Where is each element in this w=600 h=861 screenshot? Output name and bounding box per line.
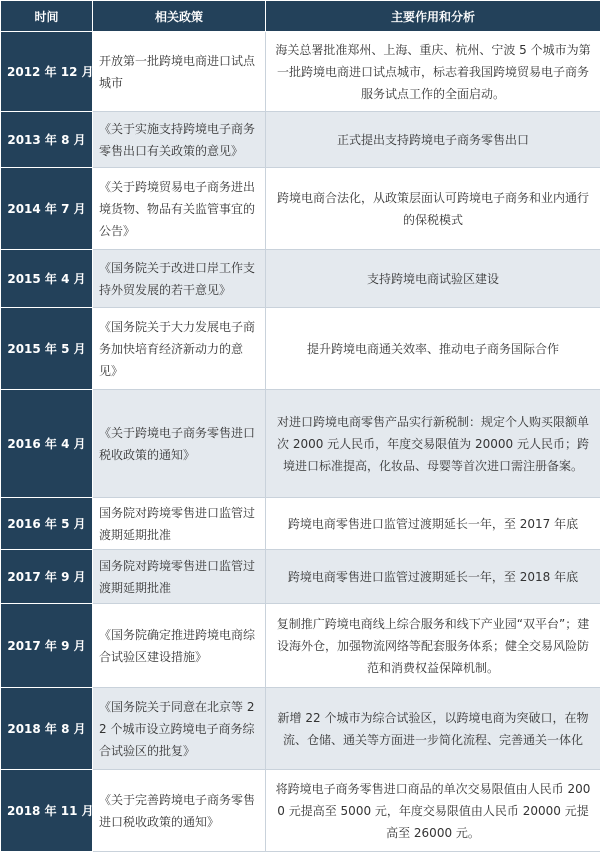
- row-analysis: 提升跨境电商通关效率、推动电子商务国际合作: [266, 308, 600, 390]
- row-analysis: 跨境电商零售进口监管过渡期延长一年，至 2017 年底: [266, 498, 600, 550]
- row-date: 2017 年 9 月: [1, 604, 93, 688]
- row-date: 2016 年 5 月: [1, 498, 93, 550]
- row-policy: 《国务院关于改进口岸工作支持外贸发展的若干意见》: [93, 250, 266, 308]
- row-policy: 《国务院关于大力发展电子商务加快培育经济新动力的意见》: [93, 308, 266, 390]
- table-row: [1, 770, 600, 852]
- row-policy: 《国务院确定推进跨境电商综合试验区建设措施》: [93, 604, 266, 688]
- header-policy: 相关政策: [93, 1, 266, 32]
- row-analysis: 跨境电商零售进口监管过渡期延长一年，至 2018 年底: [266, 550, 600, 604]
- row-date: 2015 年 5 月: [1, 308, 93, 390]
- row-date: 2018 年 11 月: [1, 770, 93, 852]
- row-date: 2015 年 4 月: [1, 250, 93, 308]
- row-policy: 国务院对跨境零售进口监管过渡期延期批准: [93, 550, 266, 604]
- row-date: 2013 年 8 月: [1, 112, 93, 168]
- table-row: [1, 250, 600, 308]
- row-analysis: 海关总署批准郑州、上海、重庆、杭州、宁波 5 个城市为第一批跨境电商进口试点城市，标志着我国跨境贸易电子商务服务试点工作的全面启动。: [266, 32, 600, 112]
- header-analysis: 主要作用和分析: [266, 1, 600, 32]
- row-date: 2017 年 9 月: [1, 550, 93, 604]
- table-row: [1, 112, 600, 168]
- row-policy: 国务院对跨境零售进口监管过渡期延期批准: [93, 498, 266, 550]
- row-policy: 开放第一批跨境电商进口试点城市: [93, 32, 266, 112]
- row-analysis: 新增 22 个城市为综合试验区，以跨境电商为突破口，在物流、仓储、通关等方面进一步简化流程、完善通关一体化: [266, 688, 600, 770]
- row-analysis: 支持跨境电商试验区建设: [266, 250, 600, 308]
- row-policy: 《关于实施支持跨境电子商务零售出口有关政策的意见》: [93, 112, 266, 168]
- row-date: 2018 年 8 月: [1, 688, 93, 770]
- row-analysis: 正式提出支持跨境电子商务零售出口: [266, 112, 600, 168]
- table-row: [1, 390, 600, 498]
- row-date: 2016 年 4 月: [1, 390, 93, 498]
- table-row: [1, 308, 600, 390]
- table-row: [1, 688, 600, 770]
- row-analysis: 复制推广跨境电商线上综合服务和线下产业园“双平台”；建设海外仓，加强物流网络等配套服务体系；健全交易风险防范和消费权益保障机制。: [266, 604, 600, 688]
- table-row: [1, 498, 600, 550]
- row-policy: 《关于跨境电子商务零售进口税收政策的通知》: [93, 390, 266, 498]
- table-row: [1, 604, 600, 688]
- row-policy: 《关于跨境贸易电子商务进出境货物、物品有关监管事宜的公告》: [93, 168, 266, 250]
- table-row: [1, 32, 600, 112]
- table-row: [1, 550, 600, 604]
- table-row: [1, 168, 600, 250]
- row-policy: 《国务院关于同意在北京等 22 个城市设立跨境电子商务综合试验区的批复》: [93, 688, 266, 770]
- header-row: [1, 1, 600, 32]
- row-analysis: 跨境电商合法化，从政策层面认可跨境电子商务和业内通行的保税模式: [266, 168, 600, 250]
- row-date: 2014 年 7 月: [1, 168, 93, 250]
- row-analysis: 对进口跨境电商零售产品实行新税制：规定个人购买限额单次 2000 元人民币，年度交易限值为 20000 元人民币；跨境进口标准提高，化妆品、母婴等首次进口需注册备案。: [266, 390, 600, 498]
- row-policy: 《关于完善跨境电子商务零售进口税收政策的通知》: [93, 770, 266, 852]
- row-analysis: 将跨境电子商务零售进口商品的单次交易限值由人民币 2000 元提高至 5000 元，年度交易限值由人民币 20000 元提高至 26000 元。: [266, 770, 600, 852]
- header-time: 时间: [1, 1, 93, 32]
- row-date: 2012 年 12 月: [1, 32, 93, 112]
